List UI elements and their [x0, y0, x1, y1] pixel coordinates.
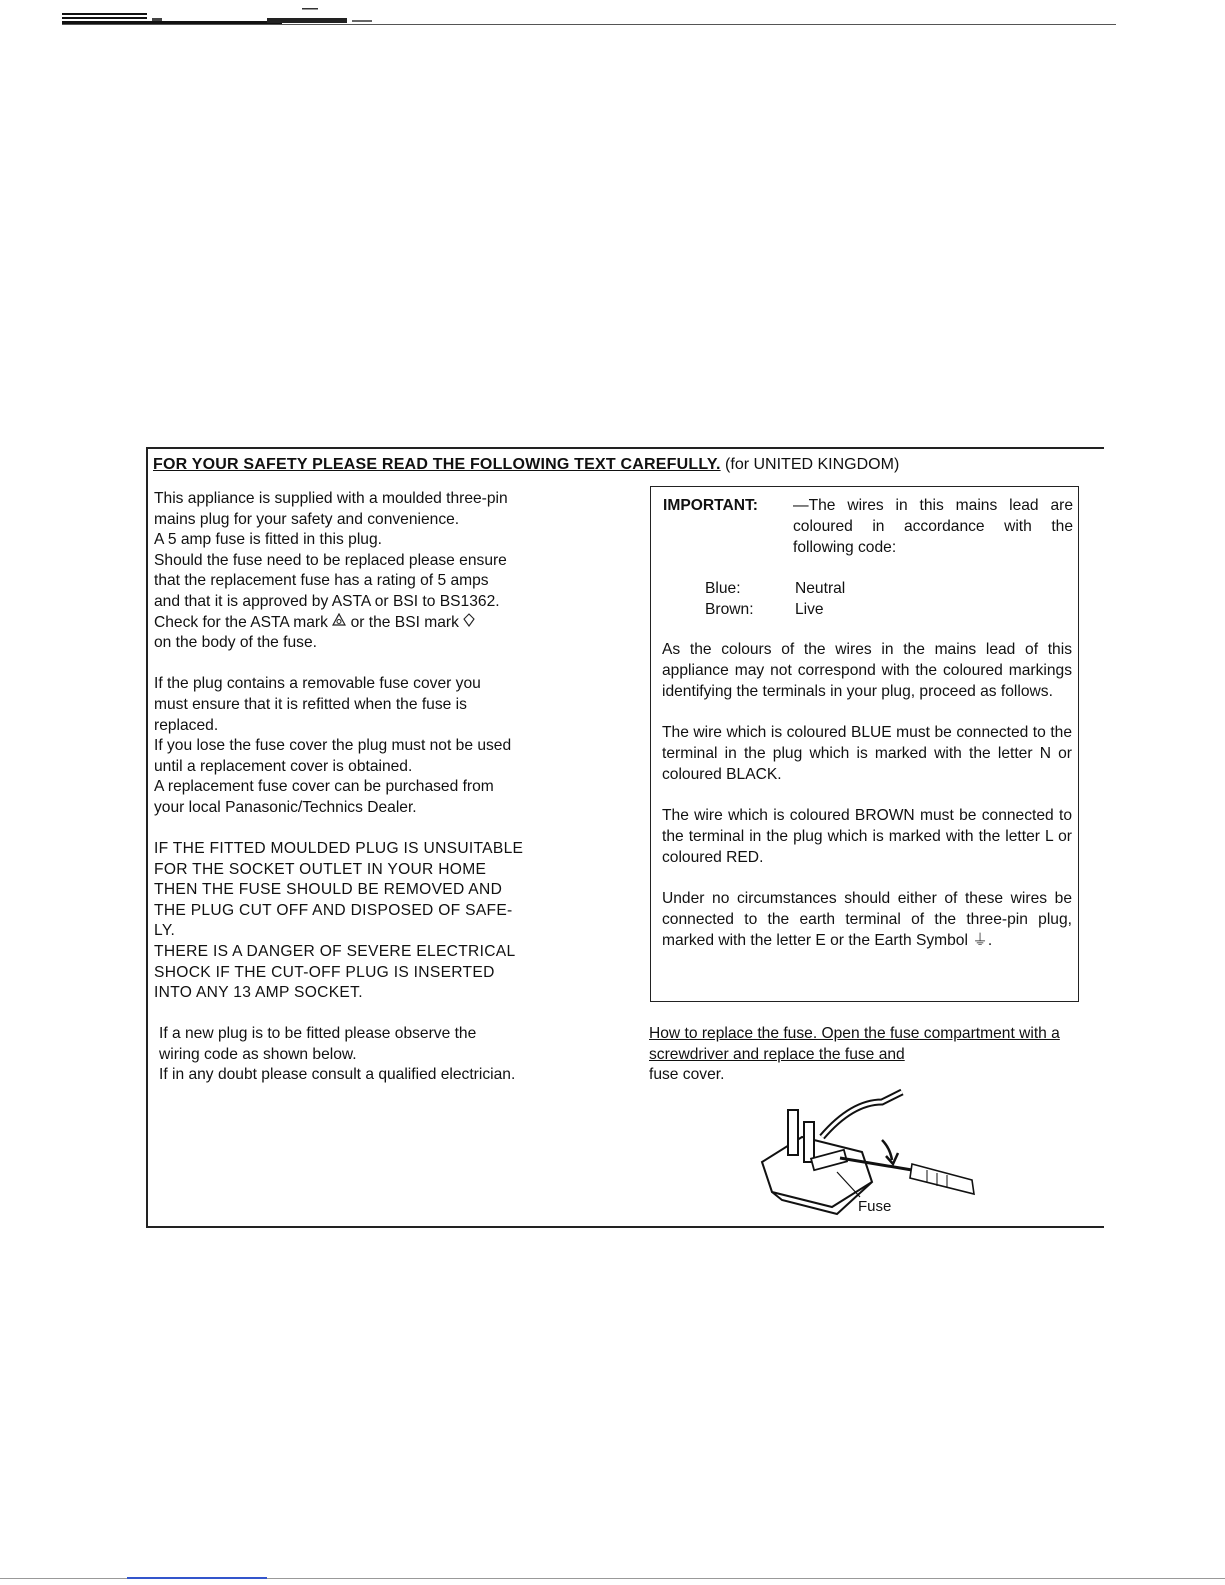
wire-meaning: Live: [795, 601, 824, 618]
left-line: This appliance is supplied with a moulded three-pin: [154, 490, 508, 507]
left-line: on the body of the fuse.: [154, 634, 317, 652]
warning-line: FOR THE SOCKET OUTLET IN YOUR HOME: [154, 860, 487, 878]
warning-line: THERE IS A DANGER OF SEVERE ELECTRICAL: [154, 943, 516, 961]
fuse-replace-tail: fuse cover.: [649, 1066, 725, 1084]
safety-title-main: FOR YOUR SAFETY PLEASE READ THE FOLLOWING TEXT CAREFULLY.: [153, 456, 721, 473]
wire-colour: Brown:: [705, 601, 754, 618]
header-rule: [62, 24, 1116, 25]
safety-title-region: (for UNITED KINGDOM): [725, 456, 900, 473]
warning-line: THE PLUG CUT OFF AND DISPOSED OF SAFE-: [154, 901, 513, 919]
wire-colour-row: [705, 578, 845, 599]
left-line: If the plug contains a removable fuse cover you: [154, 675, 481, 693]
footer-link-underline: [127, 1577, 267, 1579]
left-line: Should the fuse need to be replaced please ensure: [154, 551, 507, 569]
left-line: your local Panasonic/Technics Dealer.: [154, 798, 417, 816]
fuse-label: Fuse: [858, 1198, 892, 1215]
warning-line: INTO ANY 13 AMP SOCKET.: [154, 984, 363, 1002]
safety-title: [153, 456, 1103, 474]
important-paragraph: The wire which is coloured BLUE must be connected to the terminal in the plug which is marked with the letter N or coloured BLACK.: [662, 724, 1072, 783]
left-line: If you lose the fuse cover the plug must not be used: [154, 737, 512, 755]
important-label: IMPORTANT:: [663, 497, 758, 514]
important-body: [662, 639, 1072, 971]
important-paragraph: Under no circumstances should either of these wires be connected to the earth terminal of the three-pin plug, marked with the letter E or the Earth Symbol ⏚.: [662, 890, 1072, 949]
warning-line: THEN THE FUSE SHOULD BE REMOVED AND: [154, 881, 503, 899]
bsi-kitemark-icon: [463, 614, 475, 631]
bsi-text: or the BSI mark: [350, 613, 464, 631]
important-paragraph: As the colours of the wires in the mains lead of this appliance may not correspond with the coloured markings identifying the terminals in your plug, proceed as follows.: [662, 641, 1072, 700]
warning-line: IF THE FITTED MOULDED PLUG IS UNSUITABLE: [154, 840, 524, 858]
left-line: until a replacement cover is obtained.: [154, 757, 413, 775]
left-line: mains plug for your safety and convenience.: [154, 510, 460, 528]
left-line: A replacement fuse cover can be purchased from: [154, 778, 494, 796]
fuse-replace-note: [649, 1024, 1095, 1086]
asta-text: Check for the ASTA mark: [154, 613, 333, 631]
important-text: —The wires in this mains lead are coloured in accordance with the following code:: [793, 497, 1073, 556]
wire-colour-code: [705, 578, 845, 620]
wire-colour-row: [705, 599, 845, 620]
left-line: A 5 amp fuse is fitted in this plug.: [154, 531, 382, 549]
left-line: that the replacement fuse has a rating of 5 amps: [154, 572, 489, 590]
left-column: [154, 489, 624, 1004]
left-line-marks: [154, 613, 624, 634]
fuse-replace-instructions: How to replace the fuse. Open the fuse compartment with a screwdriver and replace the fuse and: [649, 1025, 1060, 1063]
new-plug-note: [159, 1024, 609, 1086]
new-plug-line: If a new plug is to be fitted please observe the: [159, 1025, 477, 1042]
important-paragraph: The wire which is coloured BROWN must be connected to the terminal in the plug which is marked with the letter L or coloured RED.: [662, 807, 1072, 866]
wire-meaning: Neutral: [795, 580, 846, 597]
new-plug-line: wiring code as shown below.: [159, 1045, 357, 1063]
asta-mark-icon: [332, 614, 350, 631]
warning-line: SHOCK IF THE CUT-OFF PLUG IS INSERTED: [154, 963, 495, 981]
left-line: and that it is approved by ASTA or BSI to BS1362.: [154, 592, 500, 610]
warning-line: LY.: [154, 922, 176, 940]
left-line: must ensure that it is refitted when the fuse is: [154, 695, 467, 713]
wire-colour: Blue:: [705, 580, 741, 597]
left-line: replaced.: [154, 716, 219, 734]
new-plug-line: If in any doubt please consult a qualified electrician.: [159, 1066, 516, 1084]
